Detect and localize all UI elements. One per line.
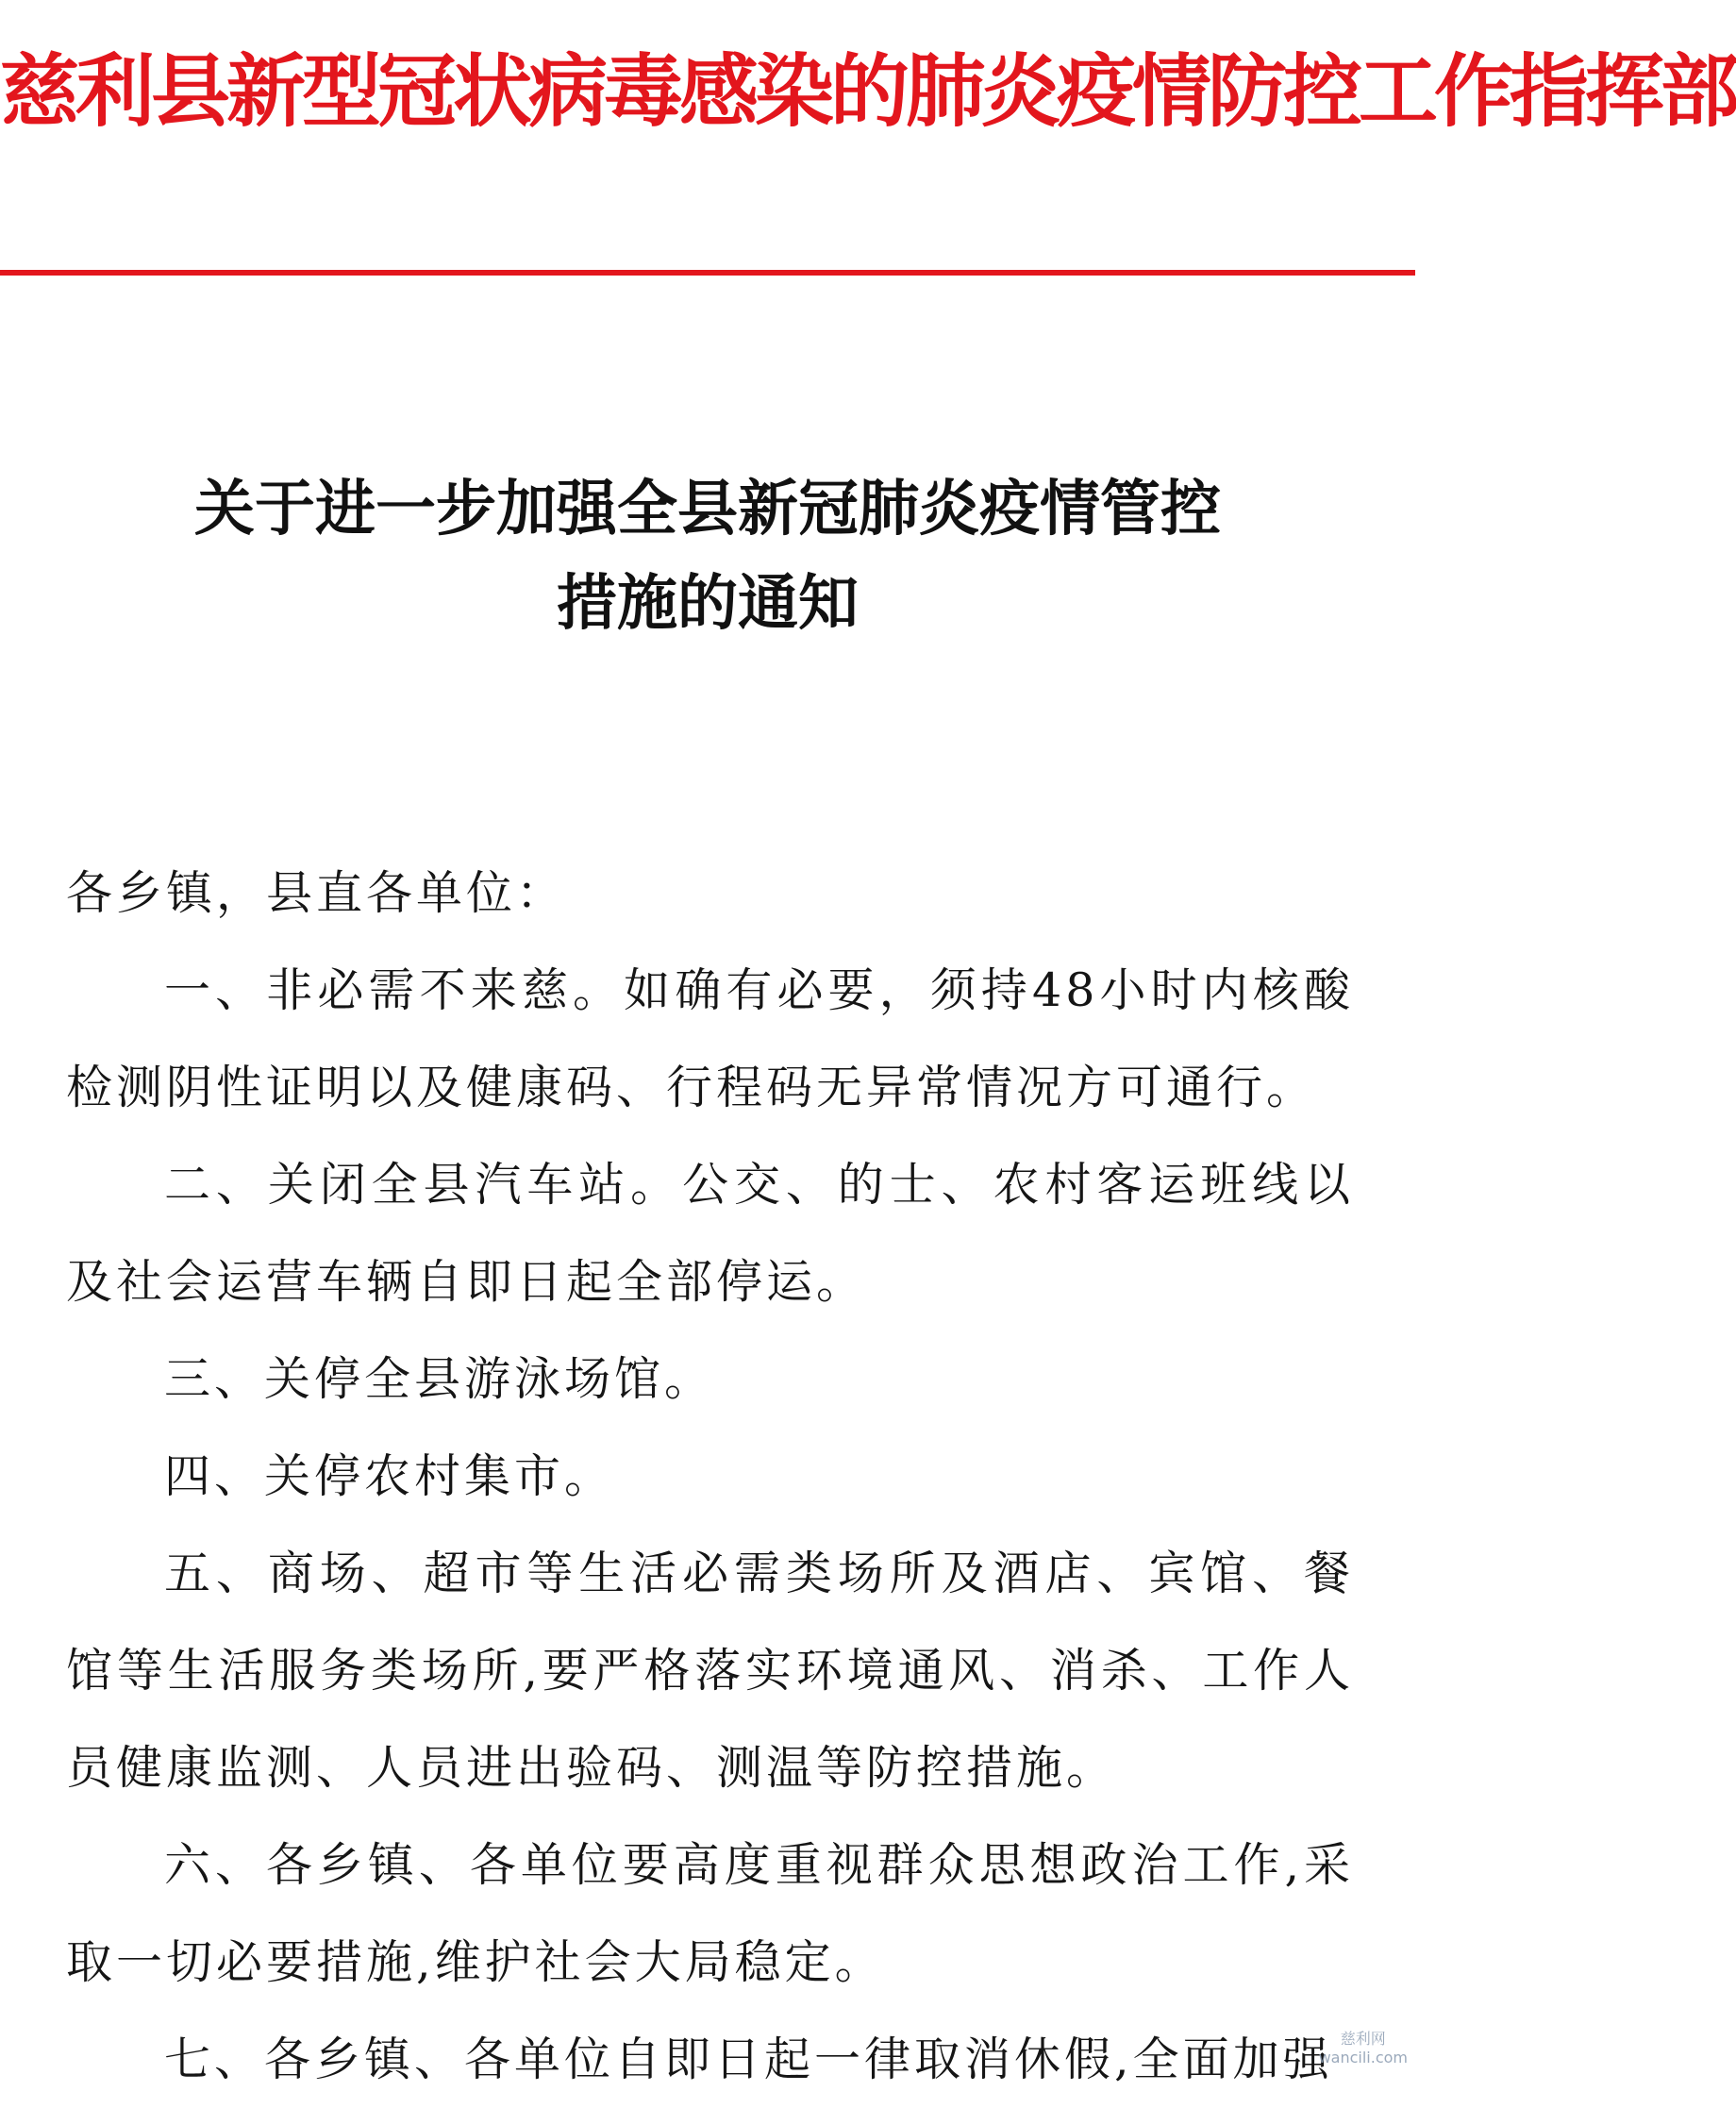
paragraph-5: 五、商场、超市等生活必需类场所及酒店、宾馆、餐馆等生活服务类场所,要严格落实环境通风、消杀、工作人员健康监测、人员进出验码、测温等防控措施。 [66,1547,1354,1795]
paragraph-6: 六、各乡镇、各单位要高度重视群众思想政治工作,采取一切必要措施,维护社会大局稳定。 [66,1838,1354,1989]
document-title [0,462,1415,651]
issuer-header: 慈利县新型冠状病毒感染的肺炎疫情防控工作指挥部 [0,45,1736,138]
paragraph-3: 三、关停全县游泳场馆。 [164,1352,715,1406]
paragraph-2: 二、关闭全县汽车站。公交、的士、农村客运班线以及社会运营车辆自即日起全部停运。 [66,1158,1354,1309]
site-watermark [1319,2030,1408,2067]
watermark-line-2: wancili.com [1318,2049,1408,2066]
watermark-line-1: 慈利网 [1340,2030,1386,2048]
title-line-1: 关于进一步加强全县新冠肺炎疫情管控 [194,474,1221,544]
title-line-2: 措施的通知 [557,568,859,639]
red-divider-line [0,270,1415,276]
salutation: 各乡镇，县直各单位： [66,866,567,920]
paragraph-1: 一、非必需不来慈。如确有必要，须持48小时内核酸检测阴性证明以及健康码、行程码无异常情况方可通行。 [66,963,1354,1114]
paragraph-7: 七、各乡镇、各单位自即日起一律取消休假,全面加强 [164,2033,1333,2086]
paragraph-4: 四、关停农村集市。 [164,1449,615,1503]
document-body [66,845,1354,2108]
